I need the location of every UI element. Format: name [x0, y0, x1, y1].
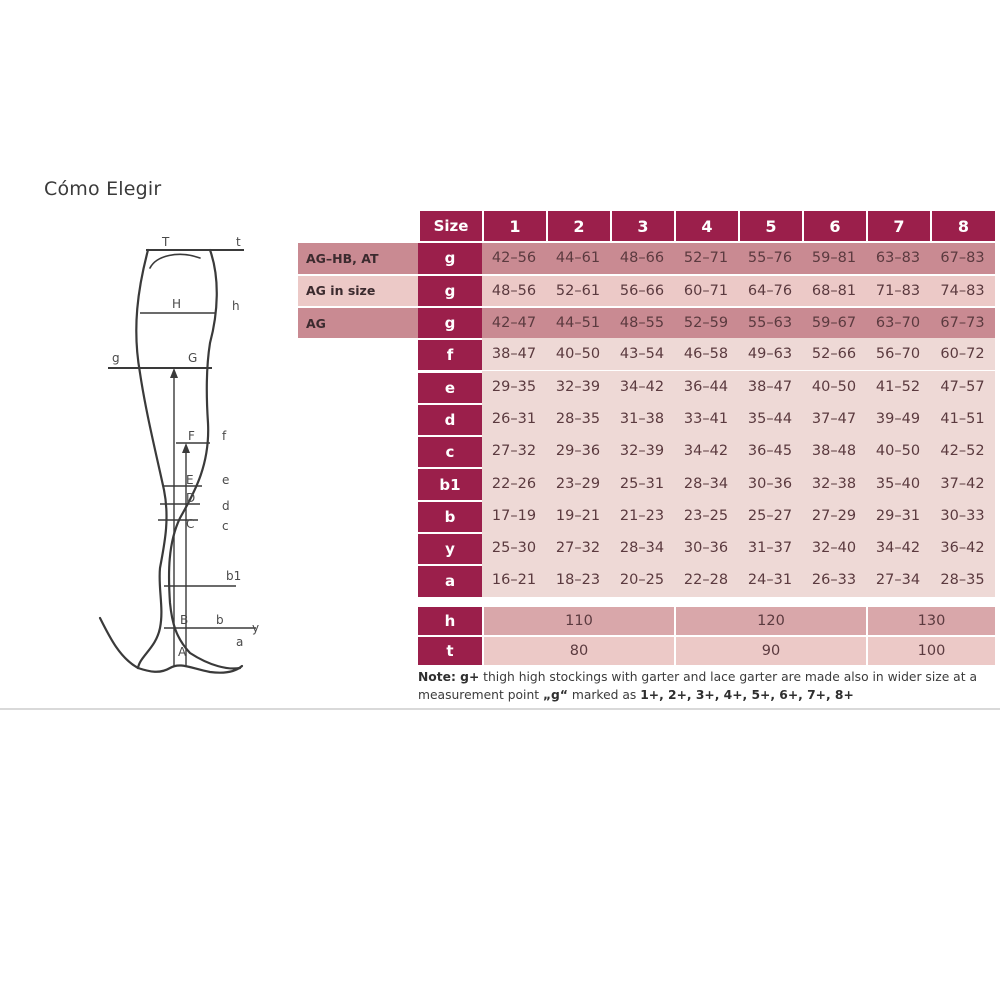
- table-cell: 48–66: [610, 241, 674, 273]
- table-cell: 28–35: [546, 403, 610, 435]
- table-cell: 55–76: [738, 241, 802, 273]
- footnote-marks: 1+, 2+, 3+, 4+, 5+, 6+, 7+, 8+: [640, 688, 854, 702]
- table-cell: 27–32: [482, 435, 546, 467]
- table-cell: 59–81: [802, 241, 866, 273]
- table-cell: 40–50: [866, 435, 930, 467]
- table-cell: 38–47: [482, 338, 546, 370]
- table-cell: 63–70: [866, 306, 930, 338]
- table-cell: 38–48: [802, 435, 866, 467]
- footnote: [418, 668, 998, 704]
- leg-label-d: d: [222, 499, 230, 513]
- leg-label-g: g: [112, 351, 120, 365]
- table-cell: 20–25: [610, 564, 674, 596]
- table-cell: 36–42: [930, 532, 995, 564]
- table-cell: 52–66: [802, 338, 866, 370]
- table-cell: 100: [866, 635, 995, 665]
- table-cell: 74–83: [930, 274, 995, 306]
- table-cell: 26–31: [482, 403, 546, 435]
- table-cell: 41–52: [866, 371, 930, 403]
- table-cell: 30–36: [674, 532, 738, 564]
- row-letter: g: [418, 241, 482, 273]
- row-letter: b: [418, 500, 482, 532]
- row-letter: e: [418, 371, 482, 403]
- table-cell: 59–67: [802, 306, 866, 338]
- table-cell: 120: [674, 605, 866, 635]
- table-cell: 21–23: [610, 500, 674, 532]
- row-letter: g: [418, 306, 482, 338]
- table-cell: 28–34: [610, 532, 674, 564]
- leg-label-C: C: [186, 517, 195, 531]
- table-cell: 47–57: [930, 371, 995, 403]
- table-cell: 71–83: [866, 274, 930, 306]
- table-cell: 25–30: [482, 532, 546, 564]
- table-cell: 42–56: [482, 241, 546, 273]
- table-cell: 44–61: [546, 241, 610, 273]
- table-cell: 56–70: [866, 338, 930, 370]
- table-cell: 25–31: [610, 467, 674, 499]
- footnote-point: „g“: [542, 688, 568, 702]
- table-cell: 29–36: [546, 435, 610, 467]
- leg-label-b1: b1: [226, 569, 242, 583]
- row-letter: d: [418, 403, 482, 435]
- leg-label-A: A: [178, 645, 187, 659]
- row-letter: c: [418, 435, 482, 467]
- table-cell: 28–35: [930, 564, 995, 596]
- table-cell: 60–72: [930, 338, 995, 370]
- table-cell: 29–35: [482, 371, 546, 403]
- table-cell: 39–49: [866, 403, 930, 435]
- table-cell: 19–21: [546, 500, 610, 532]
- leg-label-c: c: [222, 519, 229, 533]
- footnote-prefix: Note: g+: [418, 670, 480, 684]
- leg-label-y: y: [252, 621, 260, 635]
- table-cell: 22–28: [674, 564, 738, 596]
- leg-label-T: T: [162, 235, 170, 249]
- footnote-text-2: marked as: [567, 688, 641, 702]
- table-cell: 35–44: [738, 403, 802, 435]
- row-label: AG: [298, 306, 418, 338]
- table-cell: 31–37: [738, 532, 802, 564]
- leg-label-t: t: [236, 235, 241, 249]
- table-cell: 38–47: [738, 371, 802, 403]
- table-cell: 90: [674, 635, 866, 665]
- leg-label-e: e: [222, 473, 230, 487]
- leg-label-f: f: [222, 429, 227, 443]
- table-cell: 34–42: [674, 435, 738, 467]
- table-cell: 28–34: [674, 467, 738, 499]
- table-cell: 52–59: [674, 306, 738, 338]
- leg-label-F: F: [188, 429, 195, 443]
- table-cell: 56–66: [610, 274, 674, 306]
- table-cell: 40–50: [802, 371, 866, 403]
- table-cell: 31–38: [610, 403, 674, 435]
- size-column-header: 8: [930, 209, 995, 241]
- table-cell: 41–51: [930, 403, 995, 435]
- row-label: AG in size: [298, 274, 418, 306]
- size-column-header: 5: [738, 209, 802, 241]
- table-cell: 18–23: [546, 564, 610, 596]
- table-cell: 67–83: [930, 241, 995, 273]
- table-cell: 30–36: [738, 467, 802, 499]
- table-cell: 37–47: [802, 403, 866, 435]
- table-cell: 30–33: [930, 500, 995, 532]
- table-cell: 52–71: [674, 241, 738, 273]
- table-cell: 49–63: [738, 338, 802, 370]
- table-cell: 67–73: [930, 306, 995, 338]
- table-cell: 23–29: [546, 467, 610, 499]
- size-column-header: 6: [802, 209, 866, 241]
- table-cell: 32–40: [802, 532, 866, 564]
- table-cell: 34–42: [610, 371, 674, 403]
- size-column-header: 3: [610, 209, 674, 241]
- table-cell: 26–33: [802, 564, 866, 596]
- leg-label-a: a: [236, 635, 244, 649]
- leg-label-E: E: [186, 473, 194, 487]
- table-cell: 24–31: [738, 564, 802, 596]
- table-cell: 32–38: [802, 467, 866, 499]
- divider: [0, 708, 1000, 710]
- row-letter: t: [418, 635, 482, 665]
- table-cell: 27–32: [546, 532, 610, 564]
- table-cell: 43–54: [610, 338, 674, 370]
- row-label: AG–HB, AT: [298, 241, 418, 273]
- table-cell: 32–39: [546, 371, 610, 403]
- table-cell: 64–76: [738, 274, 802, 306]
- table-cell: 68–81: [802, 274, 866, 306]
- table-cell: 44–51: [546, 306, 610, 338]
- table-cell: 60–71: [674, 274, 738, 306]
- size-column-header: 1: [482, 209, 546, 241]
- table-cell: 34–42: [866, 532, 930, 564]
- table-cell: 36–45: [738, 435, 802, 467]
- table-cell: 29–31: [866, 500, 930, 532]
- table-cell: 37–42: [930, 467, 995, 499]
- table-cell: 55–63: [738, 306, 802, 338]
- table-cell: 32–39: [610, 435, 674, 467]
- table-cell: 17–19: [482, 500, 546, 532]
- row-letter: a: [418, 564, 482, 596]
- leg-diagram: [60, 228, 300, 678]
- page-title: Cómo Elegir: [44, 178, 162, 200]
- table-cell: 130: [866, 605, 995, 635]
- table-cell: 48–55: [610, 306, 674, 338]
- table-cell: 22–26: [482, 467, 546, 499]
- table-cell: 110: [482, 605, 674, 635]
- leg-label-b: b: [216, 613, 224, 627]
- leg-label-H: H: [172, 297, 182, 311]
- leg-label-G: G: [188, 351, 198, 365]
- table-cell: 42–47: [482, 306, 546, 338]
- table-cell: 16–21: [482, 564, 546, 596]
- table-cell: 80: [482, 635, 674, 665]
- footnote-text: thigh high stockings with garter and lace garter are made also in wider size at a measurement point: [418, 670, 977, 702]
- table-cell: 33–41: [674, 403, 738, 435]
- table-cell: 36–44: [674, 371, 738, 403]
- table-cell: 27–29: [802, 500, 866, 532]
- table-cell: 23–25: [674, 500, 738, 532]
- table-cell: 35–40: [866, 467, 930, 499]
- row-letter: y: [418, 532, 482, 564]
- leg-label-h: h: [232, 299, 240, 313]
- row-letter: f: [418, 338, 482, 370]
- table-cell: 27–34: [866, 564, 930, 596]
- table-cell: 40–50: [546, 338, 610, 370]
- size-column-header: 7: [866, 209, 930, 241]
- table-cell: 48–56: [482, 274, 546, 306]
- leg-label-B: B: [180, 613, 189, 627]
- table-cell: 63–83: [866, 241, 930, 273]
- table-cell: 52–61: [546, 274, 610, 306]
- table-cell: 42–52: [930, 435, 995, 467]
- size-column-header: 2: [546, 209, 610, 241]
- table-cell: 25–27: [738, 500, 802, 532]
- row-letter: g: [418, 274, 482, 306]
- size-header: Size: [418, 209, 482, 241]
- row-letter: b1: [418, 467, 482, 499]
- leg-label-D: D: [186, 491, 196, 505]
- table-cell: 46–58: [674, 338, 738, 370]
- row-letter: h: [418, 605, 482, 635]
- size-column-header: 4: [674, 209, 738, 241]
